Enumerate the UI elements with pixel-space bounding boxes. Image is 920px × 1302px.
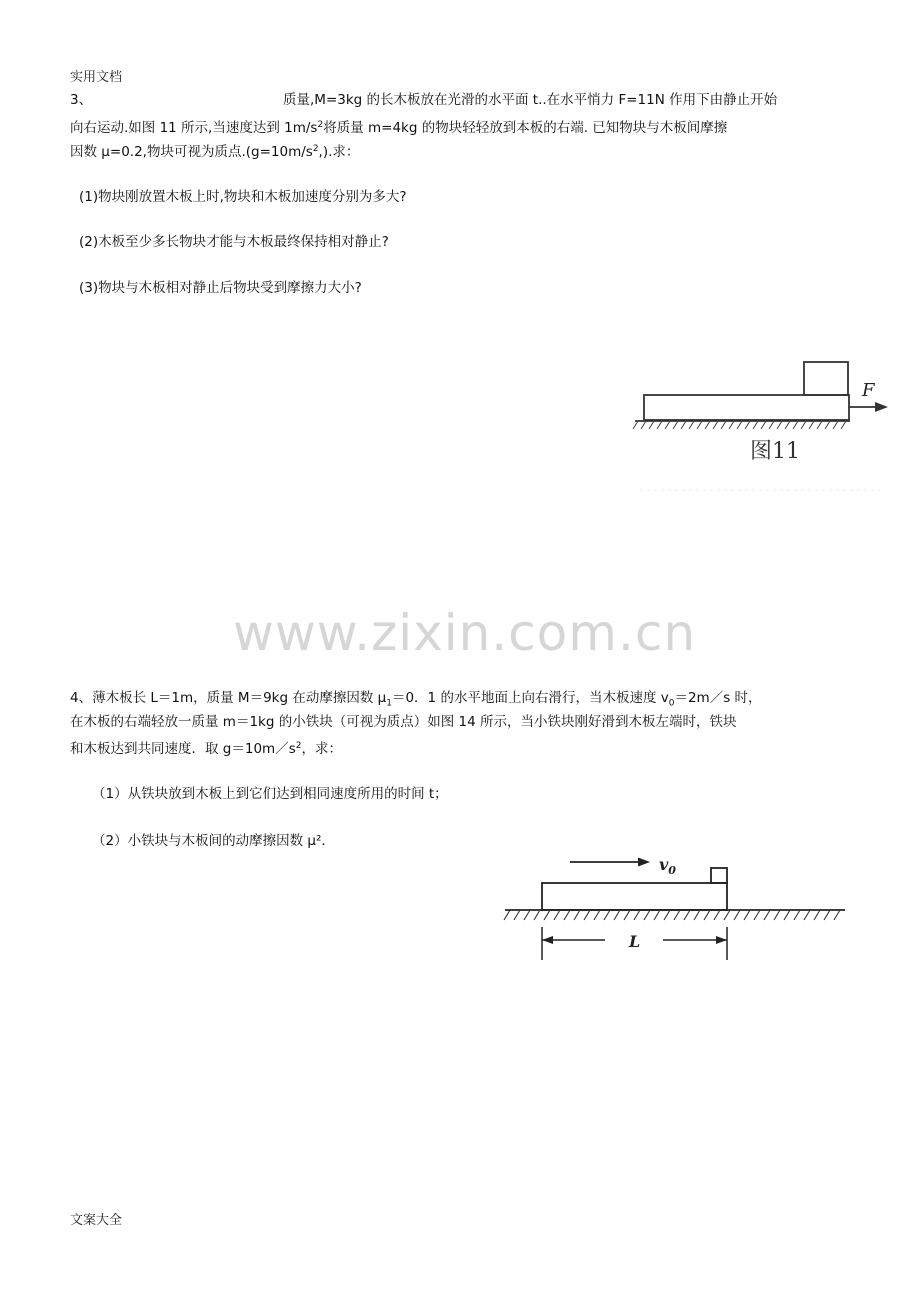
problem3-figure: [630, 355, 890, 495]
length-label: L: [629, 932, 641, 951]
velocity-label: $v_0$: [659, 855, 676, 877]
problem3-question2: (2)木板至少多长物块才能与木板最终保持相对静止?: [79, 234, 389, 250]
figure11-board: [644, 395, 849, 420]
problem4-question2: （2）小铁块与木板间的动摩擦因数 μ²．: [92, 833, 335, 849]
problem4-figure: [500, 848, 850, 966]
problem3-line3: 因数 μ=0.2,物块可视为质点$.(g=10m/s^2,)$.求：: [70, 144, 360, 160]
problem4-line3: 和木板达到共同速度．取 $g=10m/s^2$，求：: [70, 741, 342, 757]
figure11-block: [804, 362, 848, 395]
force-label: F: [862, 380, 875, 401]
problem3-question1: (1)物块刚放置木板上时,物块和木板加速度分别为多大?: [79, 189, 407, 205]
problem3-line1: 质量,M=3kg 的长木板放在光滑的水平面 t..在水平悄力 F=11N 作用下由静止开始: [283, 92, 778, 108]
problem4-question1: （1）从铁块放到木板上到它们达到相同速度所用的时间 t；: [92, 786, 448, 802]
problem3-line2: 向右运动.如图 11 所示,当速度达到 $1m/s^2$将质量 m=4kg 的物块轻轻放到本板的右端. 已知物块与木板间摩擦: [70, 120, 728, 136]
figure14-board: [542, 883, 727, 910]
figure11-caption: 图11: [750, 439, 800, 464]
velocity-arrow-head: [638, 858, 650, 867]
force-arrow-head: [875, 402, 888, 412]
problem3-number: 3、: [70, 92, 93, 108]
watermark: www.zixin.com.cn: [233, 604, 697, 662]
dimension-left-arrow: [542, 936, 553, 944]
figure14-iron-block: [711, 868, 727, 883]
problem4-line1: 4、薄木板长 L＝1m，质量 M＝9kg 在动摩擦因数 $\mu_1=0$．1 的水平地面上向右滑行，当木板速度 $v_0=2m/s$ 时，: [70, 690, 762, 709]
page-header: 实用文档: [70, 70, 123, 85]
figure11-ground-hatch: [633, 421, 846, 429]
problem3-question3: (3)物块与木板相对静止后物块受到摩擦力大小?: [79, 280, 362, 296]
figure14-ground-hatch: [504, 910, 840, 920]
problem4-line2: 在木板的右端轻放一质量 m＝1kg 的小铁块（可视为质点）如图 14 所示，当小铁块刚好滑到木板左端时，铁块: [70, 714, 737, 730]
page-footer: 文案大全: [70, 1213, 123, 1228]
dimension-right-arrow: [716, 936, 727, 944]
